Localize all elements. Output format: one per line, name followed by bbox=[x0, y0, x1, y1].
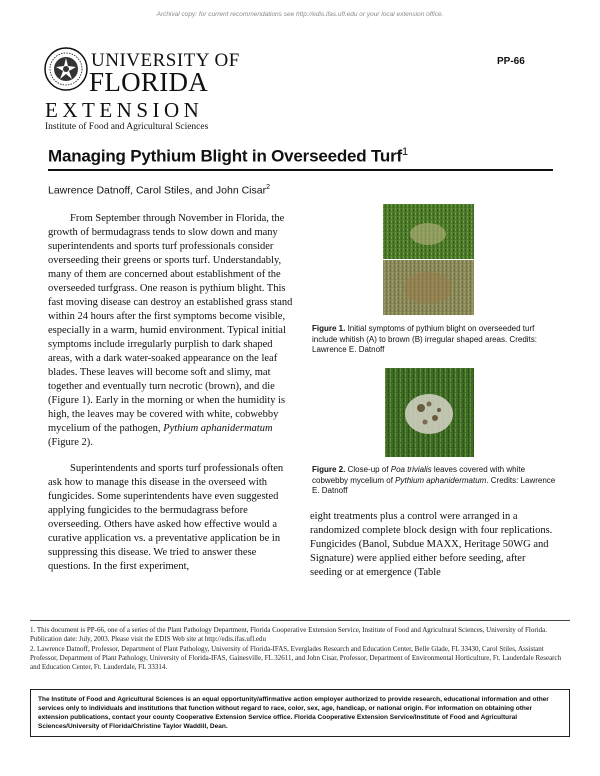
title-rule bbox=[48, 169, 553, 171]
university-seal-icon bbox=[44, 47, 88, 91]
paragraph-1: From September through November in Florida, the growth of bermudagrass tends to slow down and many superintendents and sports turf professionals consider overseeding their greens or sports turf. Understandably, many of them are concerned about establishment of the overseeded turfgrass. One reason is pythium blight. This fast moving disease can destroy an established grass stand within 24 hours after the first symptoms become visible, especially in a warm, humid environment. Typical initial symptoms include irregularly purplish to dark shaped areas, with a dark water-soaked appearance on the leaf blades. These leaves will become soft and slimy, mat together and eventually turn necrotic (brown), and die (Figure 1). Early in the morning or when the humidity is high, the leaves may be covered with white, cobwebby mycelium of the pathogen, Pythium aphanidermatum (Figure 2). bbox=[48, 213, 293, 448]
figure-2-image bbox=[385, 368, 474, 457]
figure-1-image bbox=[383, 204, 474, 315]
university-of-text: UNIVERSITY OF bbox=[91, 50, 240, 71]
figure-2-caption: Figure 2. Close-up of Poa trivialis leaves covered with white cobwebby mycelium of Pythium aphanidermatum. Credits: Lawrence E. Datnoff bbox=[312, 465, 556, 495]
authors-footnote-mark: 2 bbox=[266, 184, 270, 191]
florida-text: FLORIDA bbox=[89, 67, 209, 97]
title-footnote-mark: 1 bbox=[402, 146, 408, 158]
footnote-1: 1. This document is PP-66, one of a series of the Plant Pathology Department, Florida Cooperative Extension Service, Institute of Food and Agricultural Sciences, University of Florida. Publication date: July, 2003. Please visit the EDIS Web site at http://edis.ifas.ufl.edu bbox=[30, 626, 548, 643]
figure-1-caption: Figure 1. Initial symptoms of pythium blight on overseeded turf include whitish (A) to brown (B) irregular shaped areas. Credits: Lawrence E. Datnoff bbox=[312, 324, 537, 354]
paragraph-3: eight treatments plus a control were arranged in a randomized complete block design with four replications. Fungicides (Banol, Subdue MAXX, Heritage 50WG and Signature) were applied either before seeding, after seeding or at emergence (Table bbox=[310, 511, 553, 578]
footnote-rule bbox=[30, 620, 570, 621]
paragraph-2: Superintendents and sports turf professionals often ask how to manage this disease in the overseed with fungicides. Some superintendents have even suggested applying fungicides to the bermudagrass before overseeding. Others have asked how effective would a curative application vs. a preventative application be in suppressing this disease. We tried to answer these questions. In the first experiment, bbox=[48, 463, 284, 572]
page-title: Managing Pythium Blight in Overseeded Turf$^1$ bbox=[48, 146, 408, 166]
footnote-2: 2. Lawrence Datnoff, Professor, Department of Plant Pathology, University of Florida-IFAS, Everglades Research and Education Center, Belle Glade, FL 33430, Carol Stiles, Assistant Professor, Department of Plant Pathology, University of Florida-IFAS, Gainesville, FL 32611, and John Cisar, Professor, Department of Environmental Horticulture, Ft. Lauderdale Research and Education Center, Ft. Lauderdale, FL 33314. bbox=[30, 645, 562, 671]
archive-note: Archival copy: for current recommendations see http://edis.ifas.ufl.edu or your local extension office. bbox=[156, 11, 444, 18]
disclaimer-box: The Institute of Food and Agricultural Sciences is an equal opportunity/affirmative action employer authorized to provide research, educational information and other services only to individuals and institutions that function without regard to race, color, sex, age, handicap, or national origin. For information on obtaining other extension publications, contact your county Cooperative Extension Service office. Florida Cooperative Extension Service/Institute of Food and Agricultural Sciences/University of Florida/Christine Taylor Waddill, Dean. bbox=[30, 689, 570, 737]
authors: Lawrence Datnoff, Carol Stiles, and John Cisar$^2$ bbox=[48, 184, 270, 197]
extension-text: EXTENSION bbox=[45, 98, 204, 122]
pathogen-name: Pythium aphanidermatum bbox=[163, 423, 273, 434]
document-id: PP-66 bbox=[497, 56, 525, 67]
ifas-text: Institute of Food and Agricultural Sciences bbox=[45, 122, 209, 132]
